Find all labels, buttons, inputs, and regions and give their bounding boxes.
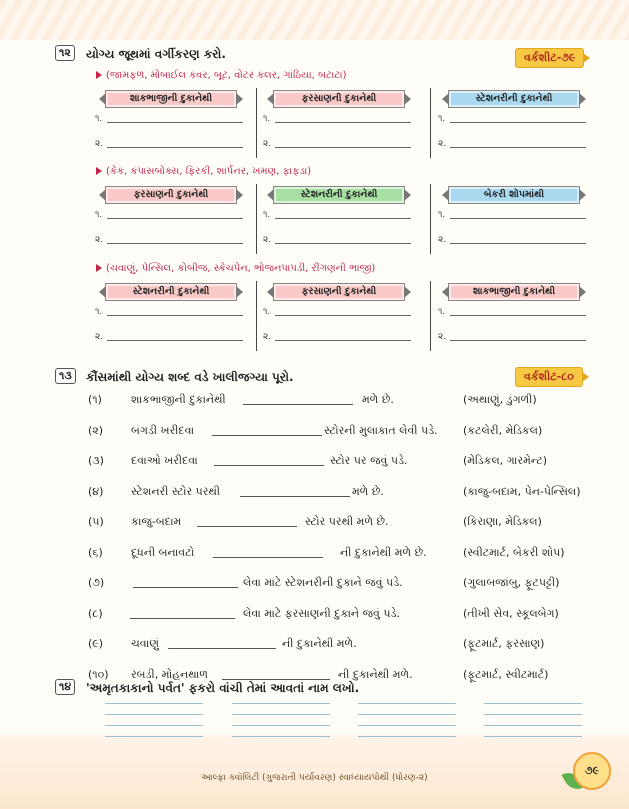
writing-line[interactable] xyxy=(232,725,330,726)
column-heading: શાકભાજીની દુકાનેથી xyxy=(448,283,580,301)
column-heading: સ્ટેશનરીની દુકાનેથી xyxy=(273,186,405,204)
column-divider xyxy=(430,184,431,254)
writing-line[interactable] xyxy=(358,714,456,715)
fill-in-blank[interactable] xyxy=(212,435,322,436)
answer-line-label: ૨. xyxy=(95,332,104,342)
decorative-top-band xyxy=(0,0,629,40)
fill-in-blank[interactable] xyxy=(133,587,238,588)
sentence-start: બંગડી ખરીદવા xyxy=(131,424,195,437)
sentence-end: ની દુકાનેથી મળે. xyxy=(338,668,413,681)
word-options: (ગુલાબજાંબુ, ફૂટપટ્ટી) xyxy=(463,576,560,589)
writing-line[interactable] xyxy=(232,714,330,715)
word-options: (ફૂટમાર્ટ, ફરસાણ) xyxy=(463,637,545,650)
answer-blank[interactable] xyxy=(275,243,411,244)
answer-line[interactable] xyxy=(95,332,245,346)
arrow-icon xyxy=(96,264,102,272)
answer-blank[interactable] xyxy=(450,218,586,219)
fill-in-blank[interactable] xyxy=(222,679,330,680)
column-heading: સ્ટેશનરીની દુકાનેથી xyxy=(105,283,237,301)
answer-line[interactable] xyxy=(438,235,588,249)
answer-blank[interactable] xyxy=(275,315,411,316)
word-list-text: (ચવાણું, પેન્સિલ, કોબીજ, સ્કેચપેન, ભોજનપાપડી, રીંગણની ભાજી) xyxy=(106,263,376,274)
sentence-start: દવાઓ ખરીદવા xyxy=(131,454,198,467)
column-heading: શાકભાજીની દુકાનેથી xyxy=(105,90,237,108)
answer-blank[interactable] xyxy=(450,147,586,148)
answer-line-label: ૧. xyxy=(95,114,103,124)
sentence-start: દૂધની બનાવટો xyxy=(131,546,195,559)
answer-blank[interactable] xyxy=(107,340,243,341)
answer-line[interactable] xyxy=(95,139,245,153)
word-list-text: (જામફળ, મોબાઈલ કવર, બૂટ, વોટર કલર, ગાંઠિયા, બટાટા) xyxy=(106,70,347,81)
answer-line[interactable] xyxy=(263,210,413,224)
column-divider xyxy=(256,184,257,254)
word-options: (મેડિકલ, ગારમેન્ટ) xyxy=(463,454,548,467)
writing-line[interactable] xyxy=(358,703,456,704)
sentence-start: સ્ટેશનરી સ્ટોર પરથી xyxy=(131,485,221,498)
answer-line-label: ૧. xyxy=(95,210,103,220)
answer-blank[interactable] xyxy=(450,122,586,123)
column-heading: ફરસાણની દુકાનેથી xyxy=(273,283,405,301)
answer-blank[interactable] xyxy=(107,315,243,316)
fill-in-blank[interactable] xyxy=(213,557,323,558)
answer-blank[interactable] xyxy=(107,122,243,123)
item-number: (૭) xyxy=(88,576,105,589)
writing-line[interactable] xyxy=(105,703,203,704)
answer-blank[interactable] xyxy=(450,340,586,341)
item-number: (૮) xyxy=(88,607,103,620)
item-number: (૩) xyxy=(88,454,104,467)
answer-line[interactable] xyxy=(95,235,245,249)
answer-blank[interactable] xyxy=(107,147,243,148)
question-title-13: કૌંસમાંથી યોગ્ય શબ્દ વડે ખાલીજગ્યા પૂરો. xyxy=(86,370,294,384)
sentence-end: ની દુકાનેથી મળે છે. xyxy=(340,546,427,559)
sentence-end: સ્ટોર પરથી મળે છે. xyxy=(305,515,389,528)
answer-blank[interactable] xyxy=(275,147,411,148)
answer-blank[interactable] xyxy=(107,243,243,244)
answer-line-label: ૨. xyxy=(95,139,104,149)
sentence-start: શાકભાજીની દુકાનેથી xyxy=(131,393,226,406)
writing-line[interactable] xyxy=(358,736,456,737)
sentence-start: કાજુ-બદામ xyxy=(131,515,182,528)
writing-line[interactable] xyxy=(358,725,456,726)
writing-line[interactable] xyxy=(232,736,330,737)
answer-line[interactable] xyxy=(95,307,245,321)
writing-line[interactable] xyxy=(232,703,330,704)
sentence-start: ચવાણું xyxy=(131,637,159,650)
column-heading: બેકરી શોપમાંથી xyxy=(448,186,580,204)
answer-line[interactable] xyxy=(438,139,588,153)
answer-line-label: ૨. xyxy=(263,235,272,245)
question-number-12: ૧૨ xyxy=(55,45,75,61)
item-number: (૫) xyxy=(88,515,104,528)
sentence-end: ની દુકાનેથી મળે. xyxy=(282,637,357,650)
answer-line-label: ૨. xyxy=(438,332,447,342)
answer-line[interactable] xyxy=(438,307,588,321)
sentence-start: રબડી, મોહનથાળ xyxy=(131,668,208,681)
answer-line-label: ૧. xyxy=(263,114,271,124)
writing-line[interactable] xyxy=(484,725,582,726)
sentence-end: મળે છે. xyxy=(352,485,384,498)
word-options: (કાજુ-બદામ, પેન-પેન્સિલ) xyxy=(463,485,581,498)
word-options: (તીખી સેવ, સ્કૂલબેગ) xyxy=(463,607,559,620)
answer-line-label: ૨. xyxy=(263,332,272,342)
answer-line-label: ૧. xyxy=(95,307,103,317)
writing-line[interactable] xyxy=(484,703,582,704)
answer-line[interactable] xyxy=(95,114,245,128)
word-list-text: (કેક, કંપાસબોક્સ, ફિરકી, શાર્પનર, ખમણ, ફાફડા) xyxy=(106,166,312,177)
answer-line[interactable] xyxy=(263,235,413,249)
question-number-13: ૧૩ xyxy=(55,368,76,384)
answer-line-label: ૨. xyxy=(438,139,447,149)
question-title-14: 'અમૃતકાકાનો પર્વત' ફકરો વાંચી તેમાં આવતાં નામ લખો. xyxy=(86,681,360,695)
answer-blank[interactable] xyxy=(275,340,411,341)
answer-blank[interactable] xyxy=(450,315,586,316)
answer-line-label: ૧. xyxy=(263,210,271,220)
word-options: (ફૂટમાર્ટ, સ્વીટમાર્ટ) xyxy=(463,668,549,681)
answer-line[interactable] xyxy=(438,332,588,346)
word-list-group-3 xyxy=(96,263,375,274)
item-number: (૧) xyxy=(88,393,102,406)
answer-line[interactable] xyxy=(438,210,588,224)
sentence-end: લેવા માટે ફરસાણની દુકાને જવું પડે. xyxy=(243,607,401,620)
question-title-12: યોગ્ય જૂથમાં વર્ગીકરણ કરો. xyxy=(86,47,226,61)
word-list-group-2 xyxy=(96,166,311,177)
page-number: ૭૯ xyxy=(573,752,611,790)
worksheet-badge-79: વર્કશીટ-૭૯ xyxy=(515,48,584,68)
item-number: (૧૦) xyxy=(88,668,109,681)
word-options: (અથાણું, ડુંગળી) xyxy=(463,393,537,406)
answer-line-label: ૧. xyxy=(438,210,446,220)
column-heading: સ્ટેશનરીની દુકાનેથી xyxy=(448,90,580,108)
word-options: (કિરાણા, મેડિકલ) xyxy=(463,515,542,528)
sentence-end: સ્ટોર પર જવું પડે. xyxy=(330,454,408,467)
fill-in-blank[interactable] xyxy=(197,526,297,527)
answer-line-label: ૧. xyxy=(438,114,446,124)
question-number-14: ૧૪ xyxy=(55,679,75,695)
column-divider xyxy=(256,281,257,351)
column-divider xyxy=(430,281,431,351)
writing-line[interactable] xyxy=(484,736,582,737)
fill-in-blank[interactable] xyxy=(130,618,235,619)
answer-line[interactable] xyxy=(263,114,413,128)
sentence-end: લેવા માટે સ્ટેશનરીની દુકાને જવું પડે. xyxy=(243,576,403,589)
decorative-bottom-band xyxy=(0,735,629,809)
writing-line[interactable] xyxy=(105,714,203,715)
answer-line-label: ૨. xyxy=(95,235,104,245)
column-divider xyxy=(430,88,431,158)
writing-line[interactable] xyxy=(105,725,203,726)
answer-line[interactable] xyxy=(263,307,413,321)
answer-line[interactable] xyxy=(263,332,413,346)
answer-line[interactable] xyxy=(263,139,413,153)
sentence-end: સ્ટોરની મુલાકાત લેવી પડે. xyxy=(324,424,438,437)
fill-in-blank[interactable] xyxy=(214,465,324,466)
answer-blank[interactable] xyxy=(275,218,411,219)
answer-blank[interactable] xyxy=(450,243,586,244)
item-number: (૨) xyxy=(88,424,104,437)
sentence-end: મળે છે. xyxy=(362,393,394,406)
column-heading: ફરસાણની દુકાનેથી xyxy=(273,90,405,108)
answer-line-label: ૨. xyxy=(438,235,447,245)
answer-line[interactable] xyxy=(438,114,588,128)
arrow-icon xyxy=(96,167,102,175)
column-heading: ફરસાણની દુકાનેથી xyxy=(105,186,237,204)
answer-line[interactable] xyxy=(95,210,245,224)
arrow-icon xyxy=(96,71,102,79)
answer-line-label: ૧. xyxy=(438,307,446,317)
fill-in-blank[interactable] xyxy=(243,404,353,405)
answer-line-label: ૧. xyxy=(263,307,271,317)
footer-text: આલ્ફા ક્વૉલિટી (ગુજરાતી પર્યાવરણ) સ્વાધ્યાયપોથી (ધોરણ-૨) xyxy=(201,773,428,783)
writing-line[interactable] xyxy=(105,736,203,737)
column-divider xyxy=(256,88,257,158)
fill-in-blank[interactable] xyxy=(240,496,350,497)
item-number: (૪) xyxy=(88,485,104,498)
item-number: (૬) xyxy=(88,546,103,559)
word-options: (કટલેરી, મેડિકલ) xyxy=(463,424,543,437)
answer-blank[interactable] xyxy=(107,218,243,219)
worksheet-badge-80: વર્કશીટ-૮૦ xyxy=(515,367,583,387)
fill-in-blank[interactable] xyxy=(168,648,276,649)
writing-line[interactable] xyxy=(484,714,582,715)
answer-line-label: ૨. xyxy=(263,139,272,149)
answer-blank[interactable] xyxy=(275,122,411,123)
word-list-group-1 xyxy=(96,70,347,81)
item-number: (૯) xyxy=(88,637,104,650)
word-options: (સ્વીટમાર્ટ, બેકરી શોપ) xyxy=(463,546,565,559)
